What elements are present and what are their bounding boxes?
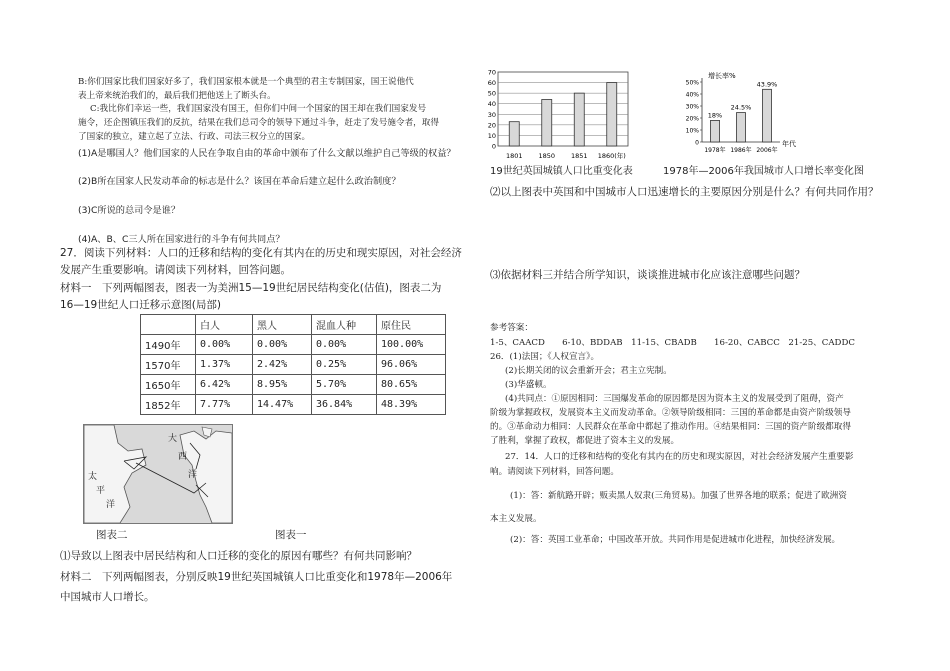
china-chart-xtick: 1978年 — [704, 147, 726, 154]
uk-chart-bar — [607, 83, 617, 146]
table-year-cell: 1570年 — [141, 355, 196, 375]
para-c-line2: 施令，还企图镇压我们的反抗，结果在我们总司令的领导下通过斗争，赶走了发号施令者，取得 — [78, 118, 439, 128]
china-urban-chart — [672, 66, 812, 162]
answer-26-4d: 了胜利，掌握了政权，都促进了资本主义的发展。 — [490, 436, 680, 446]
answer-26-3: (3)华盛顿。 — [505, 380, 552, 390]
map-label-yang-2: 洋 — [106, 500, 116, 510]
table-header-cell — [141, 315, 196, 335]
table-header-cell: 原住民 — [377, 315, 446, 335]
table-cell: 1.37% — [196, 355, 253, 375]
china-chart-ylabel: 增长率% — [708, 72, 736, 80]
question-1: (1)A是哪国人？他们国家的人民在争取自由的革命中颁布了什么文献以维护自己等级的权益？ — [78, 148, 456, 159]
china-chart-xlabel: 年代 — [782, 140, 796, 148]
chart-caption-china: 1978年—2006年我国城市人口增长率变化图 — [663, 166, 864, 177]
table-cell: 7.77% — [196, 395, 253, 415]
china-chart-xtick: 1986年 — [730, 147, 752, 154]
uk-chart-bar — [574, 93, 584, 146]
answer-27-2: 响。请阅读下列材料，回答问题。 — [490, 467, 619, 477]
table-row — [141, 375, 446, 395]
table-cell: 2.42% — [253, 355, 312, 375]
answer-27-1: 27．14．人口的迁移和结构的变化有其内在的历史和现实原因，对社会经济发展产生重要影 — [505, 452, 854, 462]
china-chart-ytick: 50% — [685, 79, 699, 87]
uk-chart-ytick: 40 — [487, 100, 496, 109]
table-cell: 0.00% — [312, 335, 377, 355]
question-27-sub-3: ⑶依据材料三并结合所学知识，谈谈推进城市化应该注意哪些问题？ — [490, 269, 805, 281]
material-2-line1: 材料二 下列两幅图表，分别反映19世纪英国城镇人口比重变化和1978年—2006年 — [60, 571, 453, 583]
table-row — [141, 335, 446, 355]
uk-chart-ytick: 10 — [487, 131, 496, 140]
table-cell: 36.84% — [312, 395, 377, 415]
para-b-line1: B:你们国家比我们国家好多了，我们国家根本就是一个典型的君主专制国家，国王说他代 — [78, 77, 414, 87]
question-27-intro-2: 发展产生重要影响。请阅读下列材料，回答问题。 — [60, 264, 291, 276]
china-chart-bar — [711, 120, 720, 142]
caption-chart-1: 图表一 — [275, 529, 307, 541]
table-year-cell: 1490年 — [141, 335, 196, 355]
material-1-line1: 材料一 下列两幅图表，图表一为美洲15—19世纪居民结构变化(估值)，图表二为 — [60, 282, 442, 294]
uk-chart-xtick: 1801 — [505, 152, 523, 160]
answer-26-1: 26．(1)法国；《人权宣言》。 — [490, 352, 600, 362]
migration-map — [83, 424, 233, 524]
table-year-cell: 1852年 — [141, 395, 196, 415]
map-label-xi: 西 — [178, 452, 188, 462]
table-header-cell: 白人 — [196, 315, 253, 335]
china-chart-value-label: 43.9% — [756, 80, 778, 89]
answer-27-4: 本主义发展。 — [490, 514, 542, 524]
uk-urban-chart — [482, 66, 634, 162]
caption-chart-2: 图表二 — [96, 529, 128, 541]
map-label-yang-1: 洋 — [188, 470, 198, 480]
table-header-cell: 混血人种 — [312, 315, 377, 335]
para-b-line2: 表上帝来统治我们的，最后我们把他送上了断头台。 — [78, 91, 276, 101]
table-cell: 6.42% — [196, 375, 253, 395]
table-header-row — [141, 315, 446, 335]
map-label-ping: 平 — [96, 486, 106, 496]
map-label-tai: 太 — [88, 472, 98, 482]
uk-chart-ytick: 0 — [491, 142, 496, 151]
question-4: (4)A、B、C三人所在国家进行的斗争有何共同点？ — [78, 234, 285, 245]
table-cell: 14.47% — [253, 395, 312, 415]
china-chart-ytick: 40% — [685, 91, 699, 99]
uk-chart-ytick: 70 — [487, 68, 496, 77]
china-chart-xtick: 2006年 — [756, 147, 778, 154]
material-2-line2: 中国城市人口增长。 — [60, 591, 155, 603]
uk-chart-bar — [509, 122, 519, 146]
china-chart-ytick: 30% — [685, 103, 699, 111]
uk-chart-xtick: 1860(年) — [597, 152, 626, 160]
table-cell: 0.25% — [312, 355, 377, 375]
china-chart-ytick: 10% — [685, 127, 699, 135]
chart-caption-uk: 19世纪英国城镇人口比重变化表 — [490, 166, 633, 177]
china-chart-value-label: 18% — [707, 111, 723, 120]
question-27-intro-1: 27．阅读下列材料：人口的迁移和结构的变化有其内在的历史和现实原因，对社会经济 — [60, 247, 462, 259]
answer-title: 参考答案： — [490, 323, 533, 333]
answer-choice-keys: 1-5、CAACD 6-10、BDDAB 11-15、CBADB 16-20、CABCC 21-25、CADDC — [490, 338, 855, 348]
answer-26-4a: (4)共同点：①原因相同：三国爆发革命的原因都是因为资本主义的发展受到了阻碍，资产 — [505, 394, 844, 404]
china-chart-ytick: 0 — [695, 139, 699, 147]
table-cell: 100.00% — [377, 335, 446, 355]
material-1-line2: 16—19世纪人口迁移示意图(局部) — [60, 299, 221, 311]
question-27-sub-2: ⑵以上图表中英国和中国城市人口迅速增长的主要原因分别是什么？有何共同作用？ — [490, 186, 879, 198]
table-row — [141, 355, 446, 375]
uk-chart-ytick: 30 — [487, 110, 496, 119]
table-cell: 8.95% — [253, 375, 312, 395]
table-cell: 0.00% — [253, 335, 312, 355]
table-cell: 0.00% — [196, 335, 253, 355]
table-cell: 80.65% — [377, 375, 446, 395]
uk-chart-xtick: 1850 — [538, 152, 556, 160]
answer-26-4b: 阶级为掌握政权，发展资本主义而发动革命。②领导阶级相同：三国的革命都是由资产阶级领导 — [490, 408, 851, 418]
para-c-line3: 了国家的独立，建立起了立法、行政、司法三权分立的国家。 — [78, 132, 311, 142]
table-cell: 96.06% — [377, 355, 446, 375]
uk-chart-bar — [542, 99, 552, 146]
answer-26-2: (2)长期关闭的议会重新开会；君主立宪制。 — [505, 366, 672, 376]
table-year-cell: 1650年 — [141, 375, 196, 395]
uk-chart-ytick: 60 — [487, 79, 496, 88]
answer-27-3: (1)：答：新航路开辟；贩卖黑人奴隶(三角贸易)。加强了世界各地的联系；促进了欧洲资 — [510, 491, 847, 501]
question-27-sub-1: ⑴导致以上图表中居民结构和人口迁移的变化的原因有哪些？有何共同影响？ — [60, 550, 417, 562]
table-header-cell: 黑人 — [253, 315, 312, 335]
table-cell: 5.70% — [312, 375, 377, 395]
answer-26-4c: 的。③革命动力相同：人民群众在革命中都起了推动作用。④结果相同：三国的资产阶级都取得 — [490, 422, 851, 432]
table-cell: 48.39% — [377, 395, 446, 415]
para-c-line1: C:我比你们幸运一些，我们国家没有国王，但你们中间一个国家的国王却在我们国家发号 — [90, 104, 427, 114]
china-chart-value-label: 24.5% — [730, 103, 752, 112]
china-chart-bar — [737, 113, 746, 142]
question-3: (3)C所说的总司令是谁？ — [78, 205, 181, 216]
china-chart-bar — [763, 89, 772, 142]
map-label-da: 大 — [168, 434, 178, 444]
uk-chart-xtick: 1851 — [570, 152, 588, 160]
uk-chart-ytick: 50 — [487, 89, 496, 98]
table-row — [141, 395, 446, 415]
question-2: (2)B所在国家人民发动革命的标志是什么？该国在革命后建立起什么政治制度？ — [78, 176, 401, 187]
population-table — [140, 314, 446, 415]
china-chart-ytick: 20% — [685, 115, 699, 123]
answer-27-5: (2)：答：英国工业革命；中国改革开放。共同作用是促进城市化进程，加快经济发展。 — [510, 535, 841, 545]
uk-chart-ytick: 20 — [487, 121, 496, 130]
